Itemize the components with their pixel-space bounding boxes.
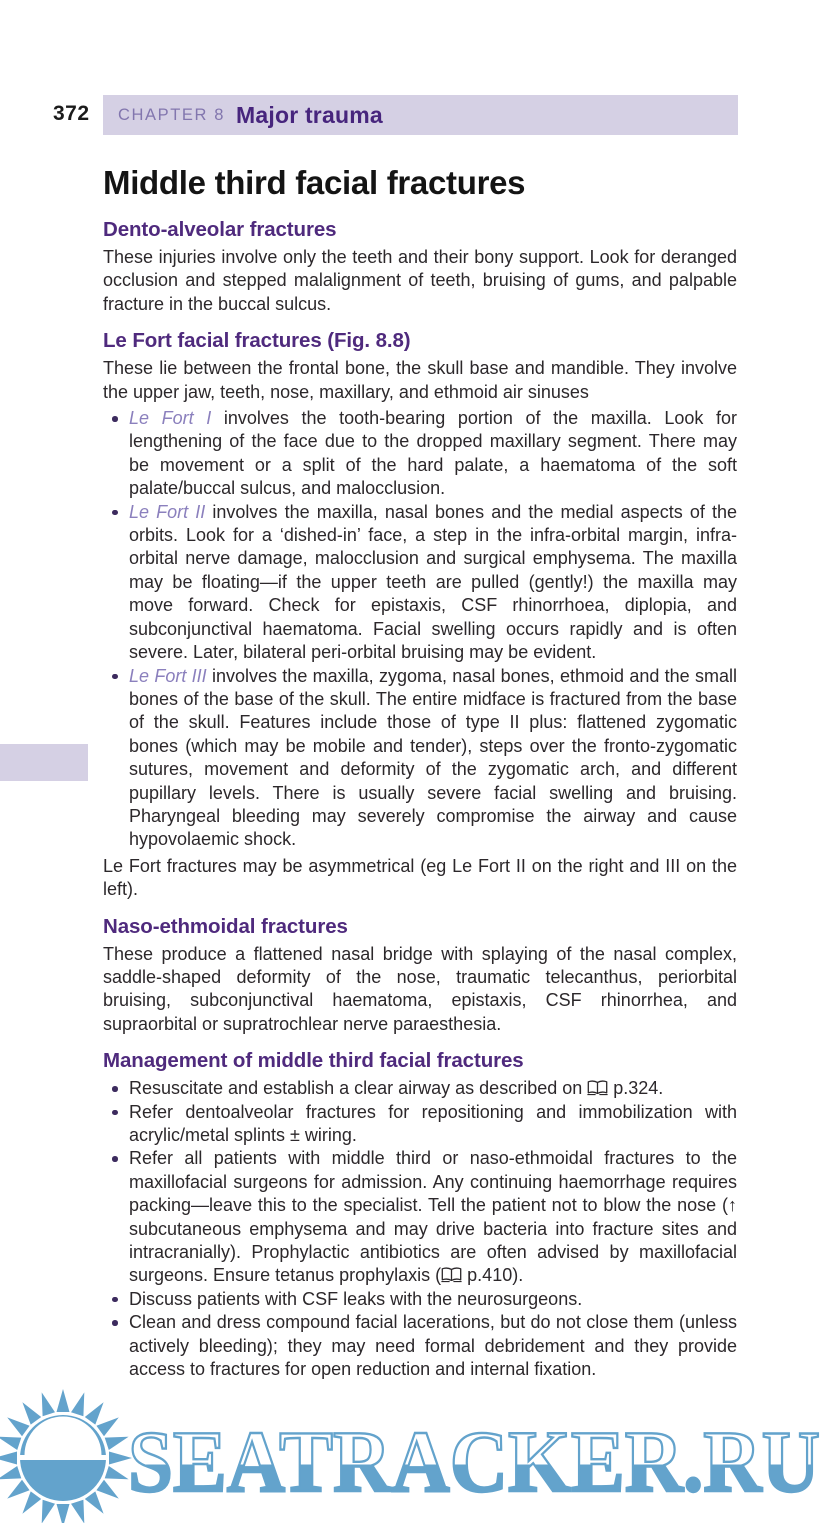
list-item [103,665,737,852]
list-item [103,1077,737,1100]
chapter-title: Major trauma [236,101,383,128]
text-run: Refer all patients with middle third or naso-ethmoidal fractures to the maxillofacial surgeons for admission. Any continuing haemorrhage requires packing—leave this to the specialist. Tell the patient not to blow the nose (↑ subcutaneous emphysema and may drive bacteria into fracture sites and intracranially). Prophylactic antibiotics are often advised by maxillofacial surgeons. Ensure tetanus prophylaxis ( [129,1148,737,1286]
text-run: Refer dentoalveolar fractures for repositioning and immobilization with acrylic/metal splints ± wiring. [129,1101,737,1145]
lefort-term: Le Fort I [129,408,212,429]
text-run: These produce a flattened nasal bridge with splaying of the nasal complex, saddle-shaped deformity of the nose, traumatic telecanthus, periorbital bruising, subconjunctival haematoma, epistaxis, CSF rhinorrhea, and supraorbital or supratrochlear nerve paraesthesia. [103,943,737,1034]
paragraph [103,943,737,1037]
list-item [103,1311,737,1381]
text-run: involves the maxilla, nasal bones and the medial aspects of the orbits. Look for a ‘dished-in’ face, a step in the infra-orbital margin, infra-orbital nerve damage, malocclusion and surgical emphysema. The maxilla may be floating—if the upper teeth are pulled (gently!) the maxilla may move forward. Check for epistaxis, CSF rhinorrhoea, diplopia, and subconjunctival haematoma. Facial swelling occurs rapidly and is often severe. Later, bilateral peri-orbital bruising may be evident. [129,501,737,663]
list-item [103,1147,737,1287]
section-heading: Management of middle third facial fractures [103,1049,524,1073]
text-run: involves the maxilla, zygoma, nasal bones, ethmoid and the small bones of the base of the skull. The entire midface is fractured from the base of the skull. Features include those of type II plus: flattened zygomatic bones (which may be mobile and tender), steps over the fronto-zygomatic sutures, movement and deformity of the zygomatic arch, and different pupillary levels. There is usually severe facial swelling and bruising. Pharyngeal bleeding may severely compromise the airway and cause hypovolaemic shock. [129,665,738,850]
text-run: p.324. [608,1078,664,1099]
book-icon [587,1080,608,1096]
thumb-index-tab [0,744,88,781]
lefort-term: Le Fort II [129,501,206,522]
book-icon [441,1267,462,1283]
list-item [103,1101,737,1148]
paragraph [103,246,737,316]
page-title: Middle third facial fractures [103,164,526,201]
page-number: 372 [53,102,90,125]
list-item [103,501,737,665]
paragraph [103,855,737,902]
section-heading: Naso-ethmoidal fractures [103,914,348,938]
text-run: These injuries involve only the teeth and their bony support. Look for deranged occlusion and stepped malalignment of teeth, bruising of gums, and palpable fracture in the buccal sulcus. [103,247,737,314]
paragraph [103,357,737,404]
list-item [103,407,737,501]
chapter-label: CHAPTER 8 [118,105,226,124]
watermark-text [128,1413,828,1513]
bullet-list [103,407,737,852]
text-run: involves the tooth-bearing portion of the maxilla. Look for lengthening of the face due to the dropped maxillary segment. There may be movement or a split of the hard palate, a haematoma of the soft palate/buccal sulcus, and malocclusion. [129,408,737,499]
sun-icon [0,1387,134,1523]
text-run: Clean and dress compound facial lacerations, but do not close them (unless actively bleeding); they may need formal debridement and they provide access to fractures for open reduction and internal fixation. [129,1312,737,1380]
text-run: Resuscitate and establish a clear airway as described on [129,1078,588,1099]
watermark-label: SEATRACKER.RU [128,1414,820,1511]
bullet-list [103,1077,737,1381]
content-sections [103,218,737,1381]
text-run: Le Fort fractures may be asymmetrical (eg Le Fort II on the right and III on the left). [103,855,737,900]
chapter-header-band [103,95,738,135]
page-content [103,158,737,1384]
list-item [103,1288,737,1311]
text-run: p.410). [462,1265,524,1286]
watermark [0,1385,839,1523]
lefort-term: Le Fort III [129,665,207,686]
section-heading: Dento-alveolar fractures [103,218,337,241]
section-heading: Le Fort facial fractures (Fig. 8.8) [103,329,411,353]
text-run: These lie between the frontal bone, the skull base and mandible. They involve the upper jaw, teeth, nose, maxillary, and ethmoid air sinuses [103,358,737,402]
text-run: Discuss patients with CSF leaks with the neurosurgeons. [129,1288,583,1309]
